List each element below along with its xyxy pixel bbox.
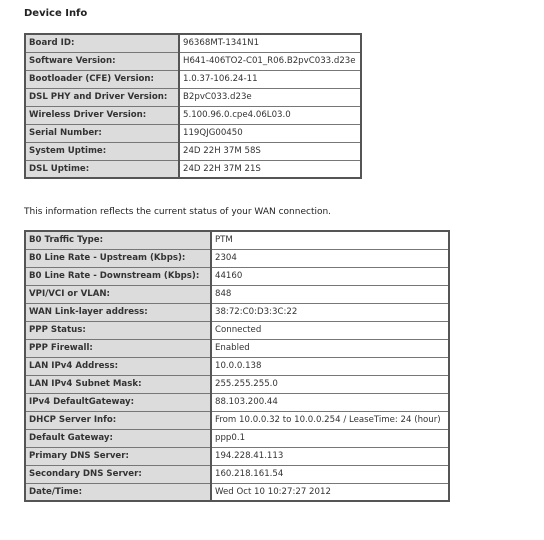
- page-title: Device Info: [24, 8, 88, 19]
- traffic-type-value: PTM: [211, 231, 449, 249]
- table-row: [25, 88, 361, 106]
- dsl-phy-version-label: DSL PHY and Driver Version:: [25, 88, 179, 106]
- ppp-status-value: Connected: [211, 321, 449, 339]
- default-gateway-label: Default Gateway:: [25, 429, 211, 447]
- wan-mac-address-label: WAN Link-layer address:: [25, 303, 211, 321]
- bootloader-version-value: 1.0.37-106.24-11: [179, 70, 361, 88]
- secondary-dns-value: 160.218.161.54: [211, 465, 449, 483]
- vpi-vci-vlan-value: 848: [211, 285, 449, 303]
- dsl-uptime-value: 24D 22H 37M 21S: [179, 160, 361, 178]
- table-row: [25, 393, 449, 411]
- table-row: [25, 285, 449, 303]
- date-time-label: Date/Time:: [25, 483, 211, 501]
- table-row: [25, 357, 449, 375]
- software-version-label: Software Version:: [25, 52, 179, 70]
- table-row: [25, 429, 449, 447]
- table-row: [25, 160, 361, 178]
- serial-number-value: 119QJG00450: [179, 124, 361, 142]
- dsl-uptime-label: DSL Uptime:: [25, 160, 179, 178]
- board-id-value: 96368MT-1341N1: [179, 34, 361, 52]
- table-row: [25, 249, 449, 267]
- table-row: [25, 70, 361, 88]
- wan-status-description: This information reflects the current status of your WAN connection.: [24, 207, 332, 217]
- table-row: [25, 303, 449, 321]
- table-row: [25, 375, 449, 393]
- ipv4-default-gateway-value: 88.103.200.44: [211, 393, 449, 411]
- wireless-driver-version-label: Wireless Driver Version:: [25, 106, 179, 124]
- lan-ipv4-address-label: LAN IPv4 Address:: [25, 357, 211, 375]
- ppp-firewall-label: PPP Firewall:: [25, 339, 211, 357]
- date-time-value: Wed Oct 10 10:27:27 2012: [211, 483, 449, 501]
- lan-subnet-mask-value: 255.255.255.0: [211, 375, 449, 393]
- table-row: [25, 465, 449, 483]
- vpi-vci-vlan-label: VPI/VCI or VLAN:: [25, 285, 211, 303]
- primary-dns-label: Primary DNS Server:: [25, 447, 211, 465]
- ppp-status-label: PPP Status:: [25, 321, 211, 339]
- table-row: [25, 124, 361, 142]
- wireless-driver-version-value: 5.100.96.0.cpe4.06L03.0: [179, 106, 361, 124]
- wan-mac-address-value: 38:72:C0:D3:3C:22: [211, 303, 449, 321]
- table-row: [25, 231, 449, 249]
- serial-number-label: Serial Number:: [25, 124, 179, 142]
- downstream-rate-value: 44160: [211, 267, 449, 285]
- wan-info-table: [24, 230, 450, 502]
- downstream-rate-label: B0 Line Rate - Downstream (Kbps):: [25, 267, 211, 285]
- table-row: [25, 447, 449, 465]
- system-uptime-value: 24D 22H 37M 58S: [179, 142, 361, 160]
- table-row: [25, 106, 361, 124]
- ipv4-default-gateway-label: IPv4 DefaultGateway:: [25, 393, 211, 411]
- software-version-value: H641-406TO2-C01_R06.B2pvC033.d23e: [179, 52, 361, 70]
- table-row: [25, 34, 361, 52]
- traffic-type-label: B0 Traffic Type:: [25, 231, 211, 249]
- device-info-table: [24, 33, 362, 179]
- table-row: [25, 267, 449, 285]
- board-id-label: Board ID:: [25, 34, 179, 52]
- table-row: [25, 411, 449, 429]
- upstream-rate-label: B0 Line Rate - Upstream (Kbps):: [25, 249, 211, 267]
- dsl-phy-version-value: B2pvC033.d23e: [179, 88, 361, 106]
- ppp-firewall-value: Enabled: [211, 339, 449, 357]
- default-gateway-value: ppp0.1: [211, 429, 449, 447]
- table-row: [25, 321, 449, 339]
- upstream-rate-value: 2304: [211, 249, 449, 267]
- table-row: [25, 142, 361, 160]
- dhcp-server-info-value: From 10.0.0.32 to 10.0.0.254 / LeaseTime: 24 (hour): [211, 411, 449, 429]
- lan-ipv4-address-value: 10.0.0.138: [211, 357, 449, 375]
- primary-dns-value: 194.228.41.113: [211, 447, 449, 465]
- system-uptime-label: System Uptime:: [25, 142, 179, 160]
- table-row: [25, 52, 361, 70]
- lan-subnet-mask-label: LAN IPv4 Subnet Mask:: [25, 375, 211, 393]
- secondary-dns-label: Secondary DNS Server:: [25, 465, 211, 483]
- table-row: [25, 483, 449, 501]
- table-row: [25, 339, 449, 357]
- dhcp-server-info-label: DHCP Server Info:: [25, 411, 211, 429]
- bootloader-version-label: Bootloader (CFE) Version:: [25, 70, 179, 88]
